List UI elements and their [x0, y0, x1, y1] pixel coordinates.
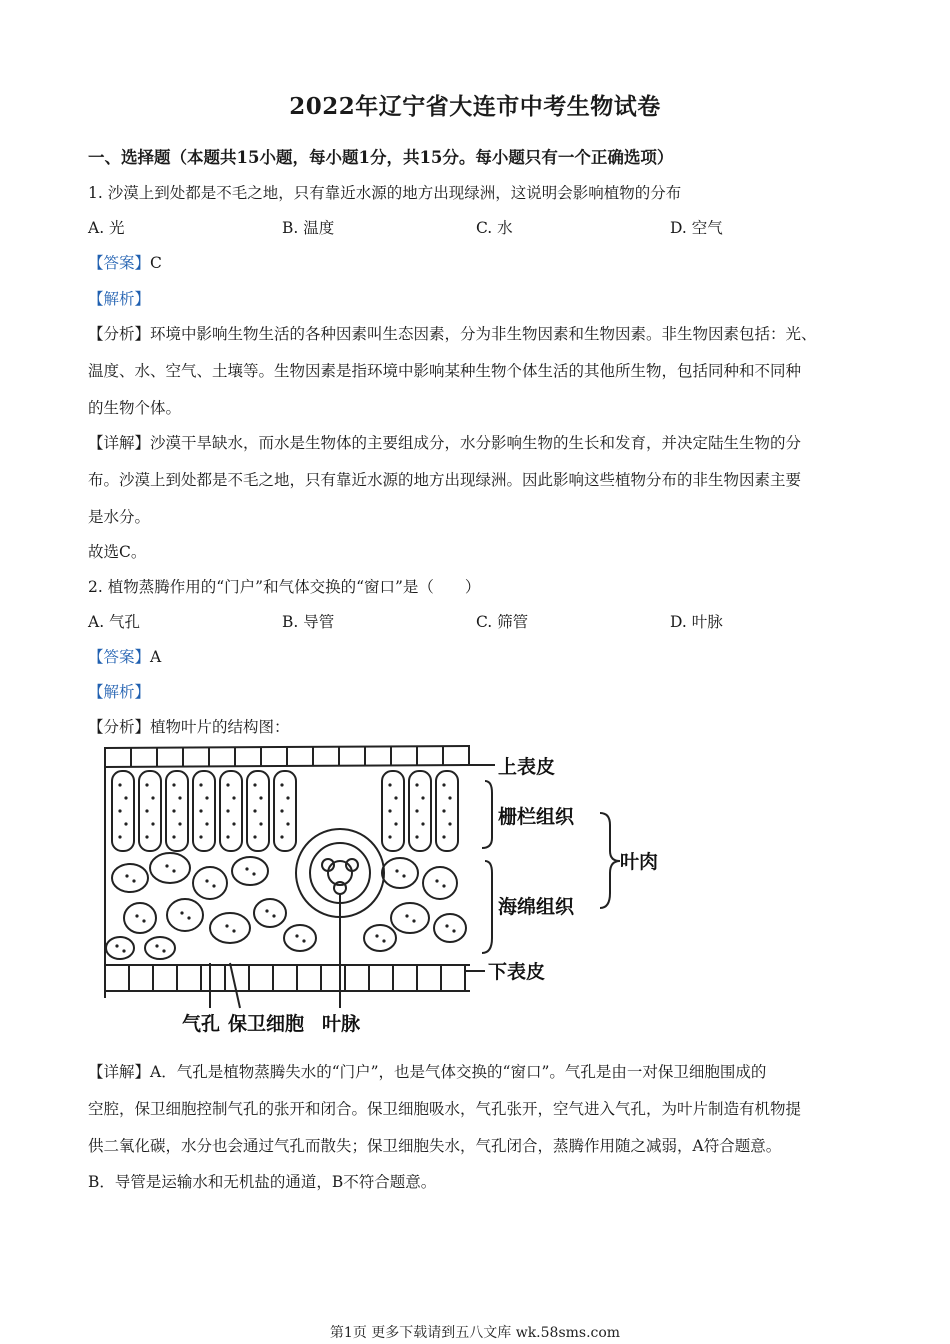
q1-xiangjie-line-2: 布。沙漠上到处都是不毛之地，只有靠近水源的地方出现绿洲。因此影响这些植物分布的非生物因素主要 [88, 471, 802, 489]
q1-option-b: B. 温度 [282, 219, 335, 237]
xiangjie-text: A．气孔是植物蒸腾失水的“门户”，也是气体交换的“窗口”。气孔是由一对保卫细胞围成的 [150, 1063, 767, 1081]
leaf-diagram-svg [100, 743, 659, 1043]
answer-value: C [150, 254, 162, 272]
xiangjie-text: 沙漠干旱缺水，而水是生物体的主要组成分，水分影响生物的生长和发育，并决定陆生生物的分 [150, 434, 802, 452]
answer-tag: 【答案】 [88, 254, 151, 272]
q2-stem: 2. 植物蒸腾作用的“门户”和气体交换的“窗口”是（ ） [88, 578, 481, 596]
fenxi-text: 植物叶片的结构图： [150, 718, 290, 736]
fenxi-text: 环境中影响生物生活的各种因素叫生态因素，分为非生物因素和生物因素。非生物因素包括：光、 [150, 325, 817, 343]
page-footer: 第1页 更多下载请到五八文库 wk.58sms.com [329, 1325, 621, 1341]
q1-fenxi-line-1 [88, 323, 817, 345]
fenxi-tag: 【分析】 [88, 325, 151, 343]
q2-xiangjie-line-2: 空腔，保卫细胞控制气孔的张开和闭合。保卫细胞吸水，气孔张开，空气进入气孔，为叶片制造有机物提 [88, 1100, 802, 1118]
label-mesophyll: 叶肉 [620, 851, 659, 873]
q1-fenxi-line-2: 温度、水、空气、土壤等。生物因素是指环境中影响某种生物个体生活的其他所生物，包括同种和不同种 [88, 362, 802, 380]
label-vein: 叶脉 [322, 1013, 361, 1035]
label-lower-epidermis: 下表皮 [488, 961, 546, 983]
q1-fenxi-line-3: 的生物个体。 [88, 399, 182, 417]
q2-xiangjie-line-3: 供二氧化碳，水分也会通过气孔而散失；保卫细胞失水，气孔闭合，蒸腾作用随之减弱，A符合题意。 [88, 1137, 782, 1155]
q1-option-d: D. 空气 [670, 219, 723, 237]
analysis-tag: 【解析】 [88, 290, 151, 308]
q2-fenxi-line [88, 716, 290, 738]
label-spongy: 海绵组织 [498, 896, 575, 918]
q1-conclusion: 故选C。 [88, 543, 147, 561]
answer-tag: 【答案】 [88, 648, 151, 666]
xiangjie-tag: 【详解】 [88, 1063, 151, 1081]
q2-xiangjie-line-4: B．导管是运输水和无机盐的通道，B不符合题意。 [88, 1173, 437, 1191]
q2-answer [88, 646, 161, 668]
q1-analysis-tag [88, 288, 150, 310]
label-guard-cell: 保卫细胞 [228, 1013, 305, 1035]
label-palisade: 栅栏组织 [498, 806, 575, 828]
q1-option-a: A. 光 [88, 219, 125, 237]
label-stoma: 气孔 [182, 1013, 221, 1035]
q2-option-c: C. 筛管 [476, 613, 529, 631]
q2-option-a: A. 气孔 [88, 613, 141, 631]
q2-xiangjie-line-1 [88, 1061, 766, 1083]
q2-analysis-tag [88, 681, 150, 703]
q1-option-c: C. 水 [476, 219, 513, 237]
fenxi-tag: 【分析】 [88, 718, 151, 736]
xiangjie-tag: 【详解】 [88, 434, 151, 452]
q2-option-d: D. 叶脉 [670, 613, 723, 631]
q1-stem: 1. 沙漠上到处都是不毛之地，只有靠近水源的地方出现绿洲，这说明会影响植物的分布 [88, 184, 682, 202]
answer-value: A [150, 648, 162, 666]
q1-xiangjie-line-3: 是水分。 [88, 508, 151, 526]
section-heading: 一、选择题（本题共15小题，每小题1分，共15分。每小题只有一个正确选项） [88, 148, 674, 167]
q1-answer [88, 252, 162, 274]
q1-xiangjie-line-1 [88, 432, 801, 454]
analysis-tag: 【解析】 [88, 683, 151, 701]
leaf-structure-figure [100, 743, 659, 1043]
q2-option-b: B. 导管 [282, 613, 335, 631]
page-title: 2022年辽宁省大连市中考生物试卷 [289, 93, 661, 120]
label-upper-epidermis: 上表皮 [498, 756, 556, 778]
